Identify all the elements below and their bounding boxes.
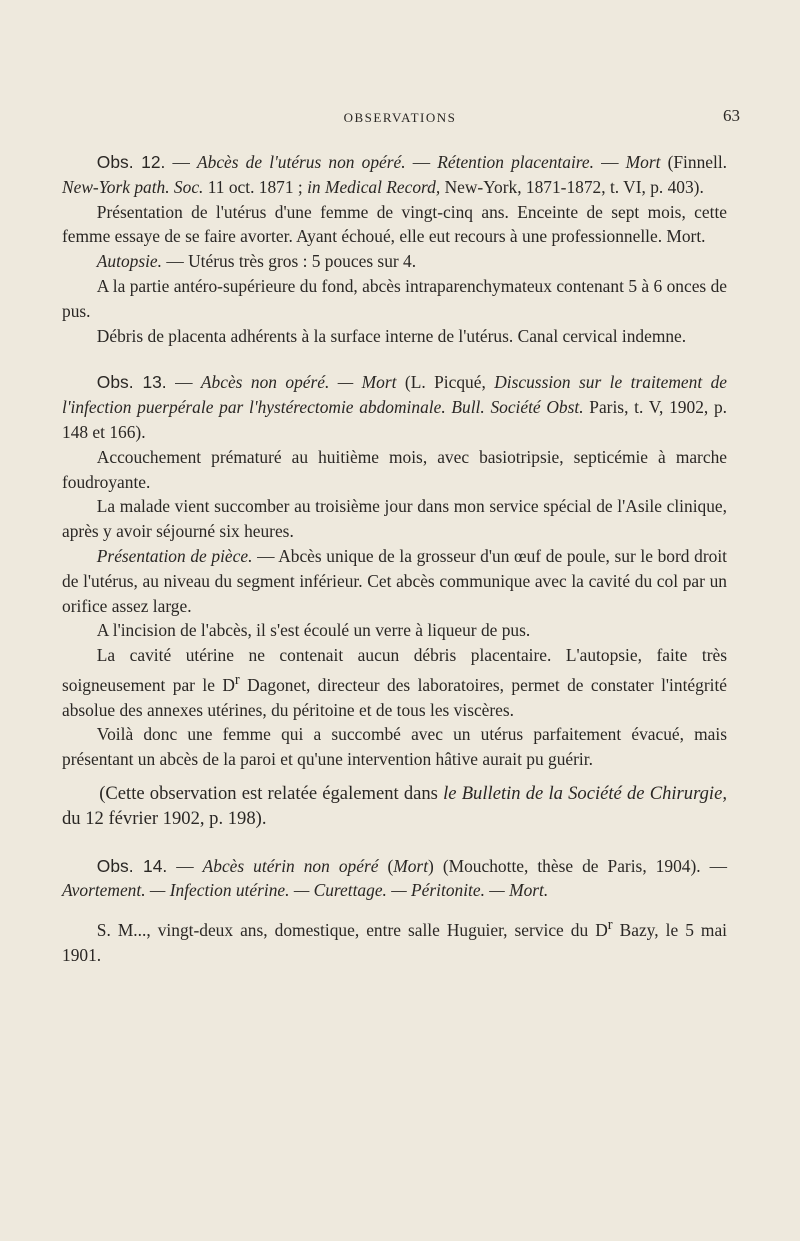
obs12-autopsie-text: — Utérus très gros : 5 pouces sur 4. <box>162 251 417 272</box>
obs13-presentation-label: Présentation de pièce. <box>96 545 253 566</box>
obs13-ref: (L. Picqué, <box>396 372 495 393</box>
obs13-dash: — <box>166 372 201 393</box>
obs13-paragraph <box>62 643 727 722</box>
obs13-paragraph: Voilà donc une femme qui a succombé avec un utérus parfaitement évacué, mais présentant un abcès de la paroi et qu'une intervention hâtive aurait pu guérir. <box>62 724 727 770</box>
obs13-presentation-text: — Abcès unique de la grosseur d'un œuf de poule, sur le bord droit de l'utérus, au niveau du segment inférieur. Cet abcès communique avec la cavité du col par un orifice assez large. <box>62 545 727 616</box>
obs12-paragraph: Présentation de l'utérus d'une femme de vingt-cinq ans. Enceinte de sept mois, cette femme essaye de se faire avorter. Ayant échoué, elle eut recours à une professionnelle. Mort. <box>62 201 727 247</box>
obs13-superscript: r <box>234 671 240 688</box>
obs12-dash: — <box>593 152 626 172</box>
obs14-text: S. M..., vingt-deux ans, domestique, entre salle Huguier, service du D <box>96 919 608 940</box>
obs12-ref-journal: New-York path. Soc. <box>62 176 204 197</box>
obs13-title: Abcès non opéré. — Mort <box>200 372 397 393</box>
obs13-text: La cavité utérine ne contenait aucun débris placentaire. L'autopsie, faite très soigneusement par le D <box>62 645 727 695</box>
section-gap <box>62 348 727 370</box>
section-gap <box>62 772 727 782</box>
obs14-title: Abcès utérin non opéré <box>202 855 379 876</box>
obs12-autopsie-label: Autopsie. <box>96 251 163 272</box>
obs13-paragraph: A l'incision de l'abcès, il s'est écoulé un verre à liqueur de pus. <box>96 620 531 641</box>
obs14-label: Obs. 14. <box>96 855 168 876</box>
obs12-dash: — <box>165 152 198 172</box>
obs13-label: Obs. 13. <box>96 372 167 393</box>
obs13-relatee-journal: le Bulletin de la Société de Chirurgie, <box>443 782 728 804</box>
obs14-dash: — <box>167 855 203 876</box>
obs12-mort: Mort <box>625 152 661 172</box>
obs12-ref: (Finnell. <box>660 152 728 172</box>
obs14-mort: Mort <box>393 855 429 876</box>
obs12-subtitle: Rétention placentaire. <box>437 152 594 172</box>
page-header <box>60 102 740 132</box>
obs13-heading <box>62 370 727 444</box>
obs13-relatee-text: du 12 février 1902, p. 198). <box>62 807 267 829</box>
page-body <box>62 150 727 968</box>
obs14-subtitle: Avortement. — Infection utérine. — Curettage. — Péritonite. — Mort. <box>62 880 549 901</box>
obs13-relatee-text: (Cette observation est relatée également dans <box>99 782 444 804</box>
obs13-paragraph: Accouchement prématuré au huitième mois, avec basiotripsie, septicémie à marche foudroyante. <box>62 446 727 492</box>
obs13-text: Dagonet, directeur des laboratoires, permet de constater l'intégrité absolue des annexes utérines, du péritoine et de tous les viscères. <box>62 674 727 720</box>
obs13-presentation <box>62 544 727 618</box>
obs12-ref: New-York, 1871-1872, t. VI, p. 403). <box>440 176 704 197</box>
section-gap <box>62 903 727 913</box>
obs12-ref: 11 oct. 1871 ; <box>203 176 308 197</box>
obs13-relatee-note <box>62 782 727 832</box>
section-gap <box>62 832 727 854</box>
obs12-heading <box>62 150 727 200</box>
obs14-paragraph <box>62 913 727 967</box>
obs12-label: Obs. 12. <box>96 152 166 172</box>
obs12-paragraph: A la partie antéro-supérieure du fond, abcès intraparenchymateux contenant 5 à 6 onces de pus. <box>62 275 727 321</box>
obs14-superscript: r <box>607 917 613 934</box>
obs13-ref-title: Discussion sur le traitement de l'infection puerpérale par l'hystérectomie abdominale. Bull. Société Obst. <box>62 372 727 418</box>
obs12-title: Abcès de l'utérus non opéré. <box>197 152 406 172</box>
obs12-autopsie <box>62 249 727 274</box>
obs12-paragraph: Débris de placenta adhérents à la surface interne de l'utérus. Canal cervical indemne. <box>96 325 687 346</box>
obs12-dash: — <box>405 152 438 172</box>
running-title: OBSERVATIONS <box>343 110 457 125</box>
obs14-text: Bazy, le 5 mai 1901. <box>62 919 727 965</box>
obs14-ref: ) (Mouchotte, thèse de Paris, 1904). — <box>428 855 728 876</box>
page-number: 63 <box>723 106 740 125</box>
obs12-ref-record: in Medical Record, <box>307 176 441 197</box>
obs13-ref: Paris, t. V, 1902, p. 148 et 166). <box>62 397 727 442</box>
obs14-heading <box>62 854 727 904</box>
obs14-paren: ( <box>378 855 394 876</box>
obs13-paragraph: La malade vient succomber au troisième jour dans mon service spécial de l'Asile clinique, après y avoir séjourné six heures. <box>62 496 727 542</box>
